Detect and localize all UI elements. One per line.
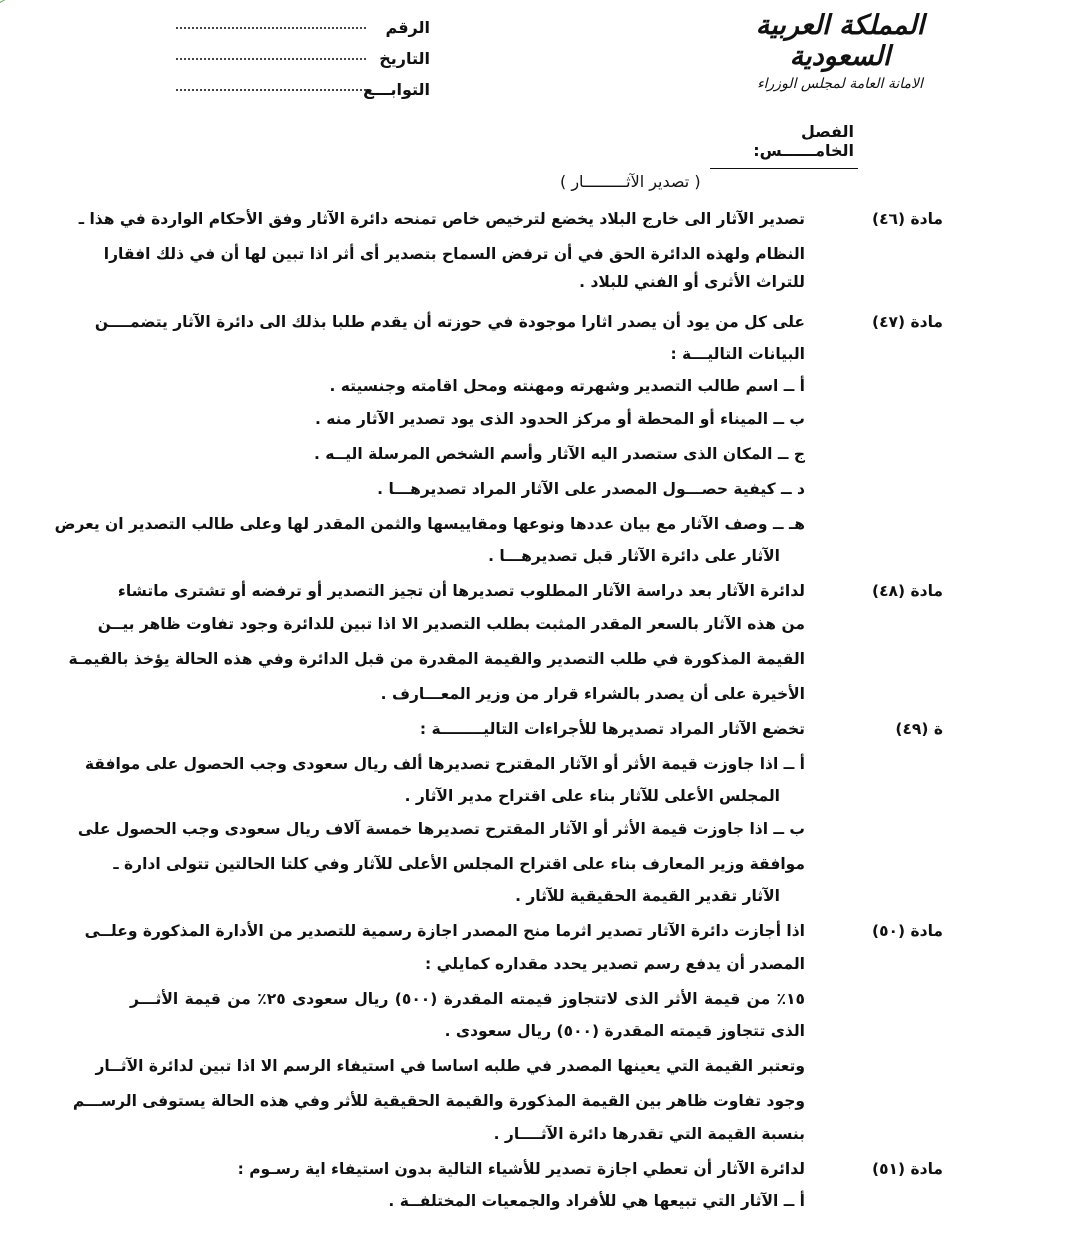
- article-text-line: تخضع الآثار المراد تصديرها للأجراءات التاليــــــــة :: [419, 720, 805, 738]
- article-text-line: من هذه الآثار بالسعر المقدر المثبت بطلب التصدير الا اذا تبين للدائرة وجود تفاوت ظاهر بيــن: [97, 615, 805, 633]
- article-text-line: أ ــ اذا جاوزت قيمة الأثر أو الآثار المقترح تصديرها ألف ريال سعودى وجب الحصول على موافقة: [84, 755, 805, 773]
- article-text-line: وجود تفاوت ظاهر بين القيمة المذكورة والقيمة الحقيقية للأثر وفي هذه الحالة يستوفى الرســـم: [72, 1092, 805, 1110]
- article-text-line: اذا أجازت دائرة الآثار تصدير اثرما منح المصدر اجازة رسمية للتصدير من الأدارة المذكورة وعلــى: [84, 922, 805, 940]
- article-text-line: الآثار تقدير القيمة الحقيقية للآثار .: [515, 887, 780, 905]
- article-text-line: البيانات التاليـــة :: [670, 345, 805, 363]
- org-department: الامانة العامة لمجلس الوزراء: [757, 76, 923, 92]
- date-label: التاريخ: [379, 49, 430, 68]
- article-text-line: على كل من يود أن يصدر اثارا موجودة في حوزته أن يقدم طلبا بذلك الى دائرة الآثار يتضمــــن: [94, 313, 805, 331]
- article-text-line: بنسبة القيمة التي تقدرها دائرة الآثــــار .: [493, 1125, 805, 1143]
- org-name: المملكة العربية السعودية: [755, 10, 925, 72]
- number-dotted-line: [176, 26, 366, 29]
- article-label: مادة (٤٦): [871, 210, 943, 228]
- article-text-line: أ ــ الآثار التي تبيعها هي للأفراد والجمعيات المختلفــة .: [388, 1192, 805, 1210]
- article-text-line: ١٥٪ من قيمة الأثر الذى لاتتجاوز قيمته المقدرة (٥٠٠) ريال سعودى ٢٥٪ من قيمة الأثـــر: [130, 990, 805, 1008]
- attachments-dotted-line: [176, 88, 366, 91]
- article-label: ة (٤٩): [895, 720, 943, 738]
- article-text-line: لدائرة الآثار بعد دراسة الآثار المطلوب تصديرها أن تجيز التصدير أو ترفضه أو تشترى ماتشاء: [117, 582, 805, 600]
- article-text-line: للتراث الأثرى أو الفني للبلاد .: [579, 273, 805, 291]
- attachments-row: [170, 68, 430, 99]
- article-text-line: هـ ــ وصف الآثار مع بيان عددها ونوعها ومقاييسها والثمن المقدر لها وعلى طالب التصدير ان يعرض: [54, 515, 805, 533]
- article-text-line: ج ــ المكان الذى ستصدر اليه الآثار وأسم الشخص المرسلة اليــه .: [313, 445, 805, 463]
- article-text-line: القيمة المذكورة في طلب التصدير والقيمة المقدرة من قبل الدائرة وفي هذه الحالة يؤخذ بالقيمـة: [68, 650, 805, 668]
- article-label: مادة (٥٠): [871, 922, 943, 940]
- article-text-line: المصدر أن يدفع رسم تصدير يحدد مقداره كمايلي :: [425, 955, 805, 973]
- article-text-line: أ ــ اسم طالب التصدير وشهرته ومهنته ومحل اقامته وجنسيته .: [329, 377, 805, 395]
- article-text-line: موافقة وزير المعارف بناء على اقتراح المجلس الأعلى للآثار وفي كلتا الحالتين تتولى ادارة ـ: [113, 855, 805, 873]
- article-text-line: الآثار على دائرة الآثار قبل تصديرهـــا .: [488, 547, 780, 565]
- article-text-line: ب ــ الميناء أو المحطة أو مركز الحدود الذى يود تصدير الآثار منه .: [315, 410, 805, 428]
- attachments-label: التوابـــع: [363, 80, 430, 99]
- article-label: مادة (٥١): [871, 1160, 943, 1178]
- letterhead-logo: [730, 10, 950, 92]
- date-row: [170, 37, 430, 68]
- article-text-line: د ــ كيفية حصـــول المصدر على الآثار المراد تصديرهـــا .: [377, 480, 805, 498]
- corner-mark: [0, 0, 9, 7]
- header-fields: [170, 6, 430, 99]
- section-title: ( تصدير الآثـــــــــار ): [560, 172, 701, 191]
- article-text-line: النظام ولهذه الدائرة الحق في أن ترفض السماح بتصدير أى أثر اذا تبين لها أن في ذلك افقارا: [103, 245, 805, 263]
- article-text-line: الذى تتجاوز قيمته المقدرة (٥٠٠) ريال سعودى .: [444, 1022, 805, 1040]
- article-label: مادة (٤٨): [871, 582, 943, 600]
- article-text-line: تصدير الآثار الى خارج البلاد يخضع لترخيص خاص تمنحه دائرة الآثار وفق الأحكام الواردة في هذا ـ: [78, 210, 805, 228]
- article-text-line: الأخيرة على أن يصدر بالشراء قرار من وزير المعـــارف .: [380, 685, 805, 703]
- article-text-line: المجلس الأعلى للآثار بناء على اقتراح مدير الآثار .: [404, 787, 780, 805]
- chapter-title: الفصل الخامــــــس:: [710, 122, 858, 169]
- article-label: مادة (٤٧): [871, 313, 943, 331]
- article-text-line: وتعتبر القيمة التي يعينها المصدر في طلبه اساسا في استيفاء الرسم الا اذا تبين لدائرة الآثــار: [95, 1057, 805, 1075]
- number-row: [170, 6, 430, 37]
- date-dotted-line: [176, 57, 366, 60]
- article-text-line: ب ــ اذا جاوزت قيمة الأثر أو الآثار المقترح تصديرها خمسة آلاف ريال سعودى وجب الحصول على: [77, 820, 805, 838]
- article-text-line: لدائرة الآثار أن تعطي اجازة تصدير للأشياء التالية بدون استيفاء اية رسـوم :: [237, 1160, 805, 1178]
- number-label: الرقم: [385, 18, 430, 37]
